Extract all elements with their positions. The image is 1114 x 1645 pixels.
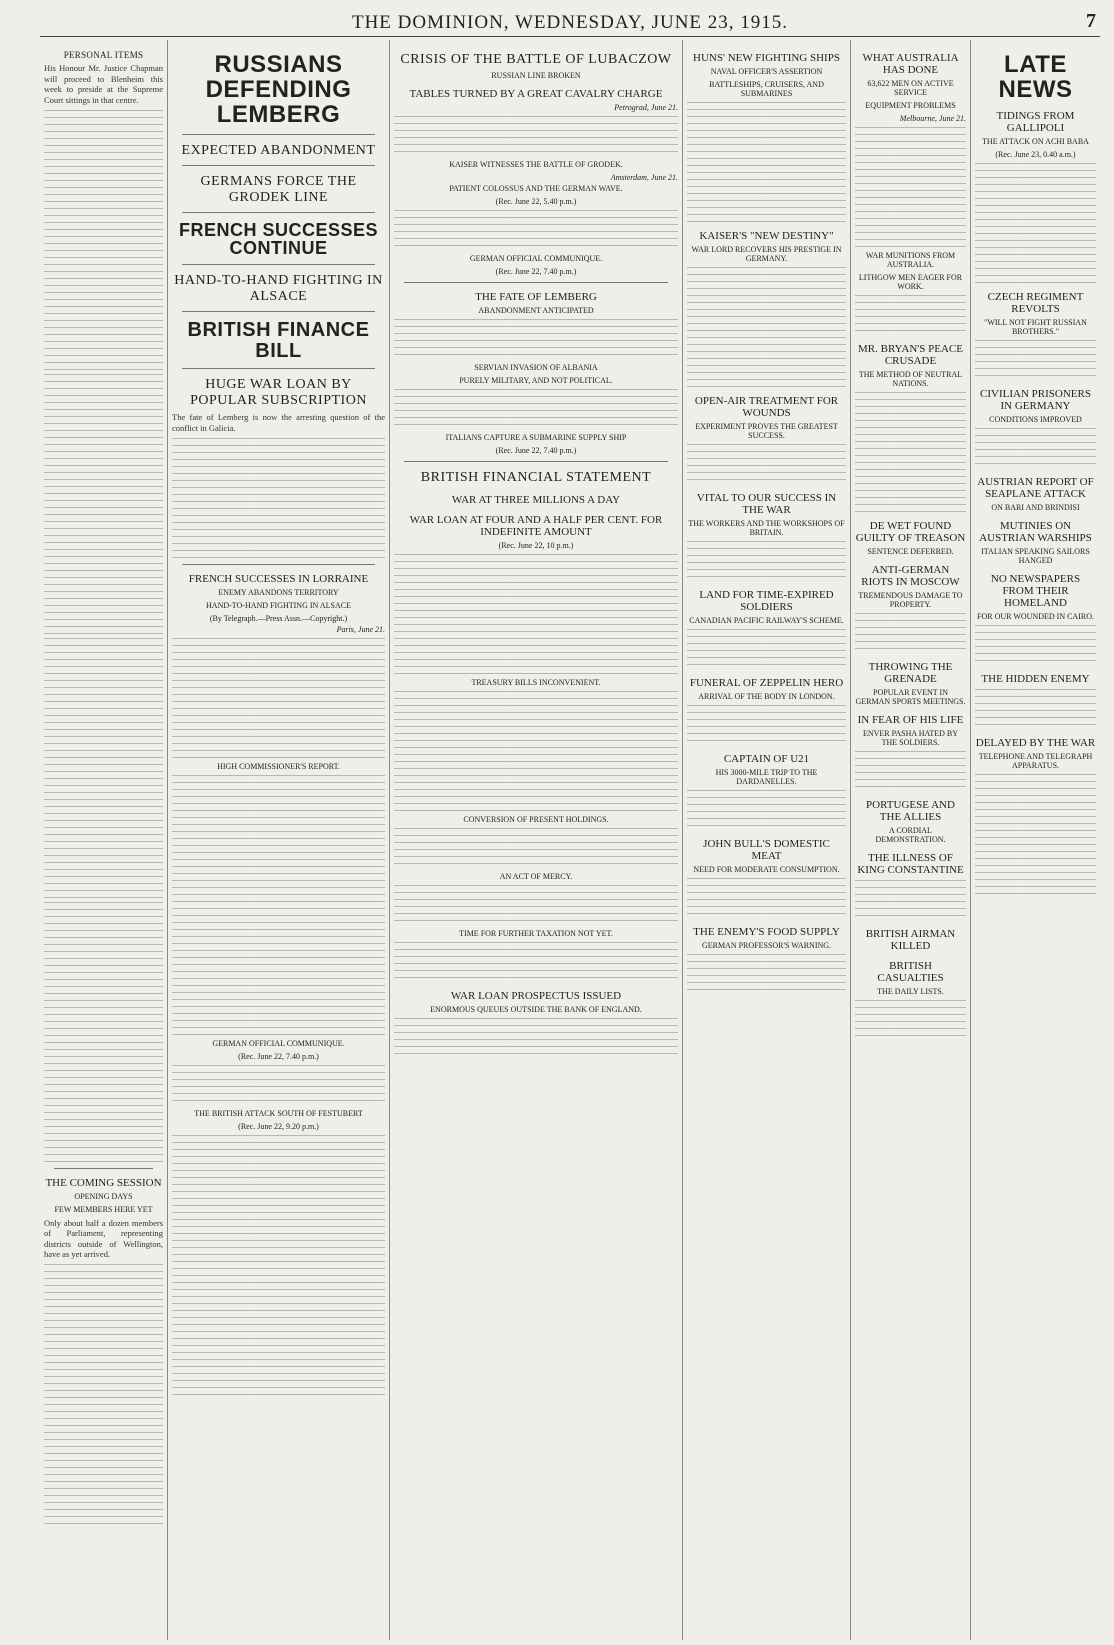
body-text-block xyxy=(44,638,163,898)
equipment-heading: EQUIPMENT PROBLEMS xyxy=(865,101,956,110)
delayed-heading: DELAYED BY THE WAR xyxy=(975,737,1096,750)
zeppelin-hero-heading: FUNERAL OF ZEPPELIN HERO xyxy=(689,677,844,689)
body-text-block xyxy=(855,392,966,512)
civilian-prisoners-heading: CIVILIAN PRISONERS IN GERMANY xyxy=(980,388,1091,413)
column-huns-ships xyxy=(683,40,851,1640)
munitions-heading: WAR MUNITIONS FROM AUSTRALIA. xyxy=(865,251,956,269)
body-text-block xyxy=(687,541,846,581)
lithgow-heading: LITHGOW MEN EAGER FOR WORK. xyxy=(858,273,963,291)
patient-colossus-heading: PATIENT COLOSSUS AND THE GERMAN WAVE. xyxy=(449,184,623,193)
coming-session-heading: THE COMING SESSION xyxy=(45,1176,162,1189)
constantine-heading: THE ILLNESS OF KING CONSTANTINE xyxy=(857,852,964,876)
land-soldiers-subhead: CANADIAN PACIFIC RAILWAY'S SCHEME. xyxy=(689,616,844,625)
new-destiny-subhead: WAR LORD RECOVERS HIS PRESTIGE IN GERMANY. xyxy=(691,245,842,263)
festubert-rec: (Rec. June 22, 9.20 p.m.) xyxy=(238,1121,319,1131)
festubert-heading: THE BRITISH ATTACK SOUTH OF FESTUBERT xyxy=(194,1108,363,1118)
italians-heading: ITALIANS CAPTURE A SUBMARINE SUPPLY SHIP xyxy=(445,433,627,442)
opening-days-subhead: OPENING DAYS xyxy=(74,1191,133,1201)
column-personal-items xyxy=(40,40,168,1640)
headline-finance-bill: BRITISH FINANCE BILL xyxy=(187,319,370,363)
huns-ships-heading: HUNS' NEW FIGHTING SHIPS xyxy=(693,52,840,64)
divider xyxy=(404,282,668,283)
russian-line-broken: RUSSIAN LINE BROKEN xyxy=(491,71,581,80)
seaplane-heading: AUSTRIAN REPORT OF SEAPLANE ATTACK xyxy=(977,476,1094,501)
conversion-subhead: CONVERSION OF PRESENT HOLDINGS. xyxy=(463,815,609,824)
body-text-block xyxy=(687,629,846,669)
body-text-block xyxy=(394,1018,678,1058)
body-text-block xyxy=(975,163,1096,283)
bryan-heading: MR. BRYAN'S PEACE CRUSADE xyxy=(858,343,963,367)
mutinies-heading: MUTINIES ON AUSTRIAN WARSHIPS xyxy=(979,520,1092,545)
body-text-block xyxy=(975,774,1096,894)
coming-session-lede: Only about half a dozen members of Parliament, representing districts outside of Wellington, have as yet arrived. xyxy=(44,1217,163,1260)
divider xyxy=(182,564,375,565)
german-communique-heading-2: GERMAN OFFICIAL COMMUNIQUE. xyxy=(469,254,603,263)
casualties-heading: BRITISH CASUALTIES xyxy=(877,960,944,984)
body-text-block xyxy=(394,828,678,868)
divider xyxy=(182,368,375,369)
servian-subhead: PURELY MILITARY, AND NOT POLITICAL. xyxy=(459,376,613,385)
columns xyxy=(40,40,1100,1640)
financial-statement-heading: BRITISH FINANCIAL STATEMENT xyxy=(420,470,652,485)
body-text-block xyxy=(172,1065,385,1105)
headline-war-loan: HUGE WAR LOAN BY POPULAR SUBSCRIPTION xyxy=(190,377,367,409)
headline-hand-to-hand: HAND-TO-HAND FIGHTING IN ALSACE xyxy=(174,273,383,305)
fear-heading: IN FEAR OF HIS LIFE xyxy=(857,714,964,726)
body-text-block xyxy=(855,880,966,920)
no-newspapers-heading: NO NEWSPAPERS FROM THEIR HOMELAND xyxy=(990,573,1081,610)
portugese-heading: PORTUGESE AND THE ALLIES xyxy=(866,799,955,823)
headline-russians-defending: RUSSIANS DEFENDING LEMBERG xyxy=(205,51,352,129)
treasury-bills-subhead: TREASURY BILLS INCONVENIENT. xyxy=(471,678,601,687)
act-of-mercy-subhead: AN ACT OF MERCY. xyxy=(499,872,573,881)
german-communique-rec: (Rec. June 22, 7.40 p.m.) xyxy=(238,1051,319,1061)
body-text-block xyxy=(975,625,1096,665)
body-text-block xyxy=(394,942,678,982)
body-text-block xyxy=(394,389,678,429)
vital-success-heading: VITAL TO OUR SUCCESS IN THE WAR xyxy=(696,492,837,516)
masthead xyxy=(40,10,1100,37)
lorraine-heading: FRENCH SUCCESSES IN LORRAINE xyxy=(188,572,369,585)
riots-subhead: TREMENDOUS DAMAGE TO PROPERTY. xyxy=(858,591,963,609)
body-text-block xyxy=(44,902,163,1162)
achi-baba-rec: (Rec. June 23, 0.40 a.m.) xyxy=(995,150,1076,160)
column-lubaczow xyxy=(390,40,683,1640)
body-text-block xyxy=(394,210,678,250)
divider xyxy=(182,311,375,312)
body-text-block xyxy=(855,613,966,653)
body-text-block xyxy=(172,1135,385,1395)
portugese-subhead: A CORDIAL DEMONSTRATION. xyxy=(875,826,946,844)
body-text-block xyxy=(687,954,846,994)
body-text-block xyxy=(855,127,966,247)
lorraine-credit: (By Telegraph.—Press Assn.—Copyright.) xyxy=(209,613,348,623)
german-communique-rec-2: (Rec. June 22, 7.40 p.m.) xyxy=(495,267,577,276)
column-late-news xyxy=(971,40,1100,1640)
headline-cavalry-charge: TABLES TURNED BY A GREAT CAVALRY CHARGE xyxy=(409,88,663,100)
divider xyxy=(182,134,375,135)
abandonment-subhead: ABANDONMENT ANTICIPATED xyxy=(478,306,594,315)
grenade-subhead: POPULAR EVENT IN GERMAN SPORTS MEETINGS. xyxy=(855,688,966,706)
captain-u21-heading: CAPTAIN OF U21 xyxy=(723,753,810,765)
divider xyxy=(182,212,375,213)
kaiser-witnesses-heading: KAISER WITNESSES THE BATTLE OF GRODEK. xyxy=(449,160,623,169)
three-millions-subhead: WAR AT THREE MILLIONS A DAY xyxy=(451,494,621,506)
body-text-block xyxy=(687,267,846,387)
domestic-meat-heading: JOHN BULL'S DOMESTIC MEAT xyxy=(703,838,830,862)
body-text-block xyxy=(687,878,846,918)
headline-expected-abandonment: EXPECTED ABANDONMENT xyxy=(181,142,376,158)
body-text-block xyxy=(975,340,1096,380)
fear-subhead: ENVER PASHA HATED BY THE SOLDIERS. xyxy=(862,729,959,747)
new-destiny-heading: KAISER'S "NEW DESTINY" xyxy=(699,230,834,242)
open-air-subhead: EXPERIMENT PROVES THE GREATEST SUCCESS. xyxy=(695,422,838,440)
body-text-block xyxy=(687,790,846,830)
lemberg-lede: The fate of Lemberg is now the arresting question of the conflict in Galicia. xyxy=(172,412,385,433)
servian-invasion-heading: SERVIAN INVASION OF ALBANIA xyxy=(474,363,598,372)
achi-baba-subhead: THE ATTACK ON ACHI BABA xyxy=(982,137,1089,147)
body-text-block xyxy=(855,295,966,335)
amsterdam-dateline: Amsterdam, June 21. xyxy=(610,173,678,182)
body-text-block xyxy=(975,689,1096,729)
mutinies-subhead: ITALIAN SPEAKING SAILORS HANGED xyxy=(981,547,1090,566)
divider xyxy=(182,165,375,166)
no-newspapers-subhead: FOR OUR WOUNDED IN CAIRO. xyxy=(977,612,1094,622)
headline-grodek-line: GERMANS FORCE THE GRODEK LINE xyxy=(200,173,357,205)
delayed-subhead: TELEPHONE AND TELEGRAPH APPARATUS. xyxy=(978,752,1093,771)
lorraine-subhead: ENEMY ABANDONS TERRITORY xyxy=(218,587,339,597)
fate-of-lemberg-heading: THE FATE OF LEMBERG xyxy=(475,291,597,303)
column-australia xyxy=(851,40,971,1640)
melbourne-dateline: Melbourne, June 21. xyxy=(899,114,966,123)
zeppelin-hero-subhead: ARRIVAL OF THE BODY IN LONDON. xyxy=(698,692,835,701)
battleships-subhead: BATTLESHIPS, CRUISERS, AND SUBMARINES xyxy=(709,80,824,98)
czech-heading: CZECH REGIMENT REVOLTS xyxy=(987,291,1084,316)
personal-items-heading: PERSONAL ITEMS xyxy=(63,50,144,60)
petrograd-dateline: Petrograd, June 21. xyxy=(614,103,678,112)
gallipoli-heading: TIDINGS FROM GALLIPOLI xyxy=(996,110,1075,135)
civilian-prisoners-subhead: CONDITIONS IMPROVED xyxy=(989,415,1082,425)
masthead-title: THE DOMINION, WEDNESDAY, JUNE 23, 1915. xyxy=(351,12,789,33)
german-communique-heading: GERMAN OFFICIAL COMMUNIQUE. xyxy=(212,1038,345,1048)
open-air-heading: OPEN-AIR TREATMENT FOR WOUNDS xyxy=(694,395,839,419)
divider xyxy=(182,264,375,265)
body-text-block xyxy=(394,116,678,156)
vital-success-subhead: THE WORKERS AND THE WORKSHOPS OF BRITAIN. xyxy=(688,519,845,537)
naval-officer-subhead: NAVAL OFFICER'S ASSERTION xyxy=(710,67,823,76)
airman-heading: BRITISH AIRMAN KILLED xyxy=(865,928,956,952)
captain-u21-subhead: HIS 3000-MILE TRIP TO THE DARDANELLES. xyxy=(715,768,818,786)
body-text-block xyxy=(394,554,678,674)
body-text-block xyxy=(172,775,385,1035)
divider xyxy=(404,461,668,462)
lorraine-subhead-2: HAND-TO-HAND FIGHTING IN ALSACE xyxy=(206,600,351,610)
food-supply-subhead: GERMAN PROFESSOR'S WARNING. xyxy=(701,941,832,950)
italians-rec: (Rec. June 22, 7.40 p.m.) xyxy=(495,446,577,455)
food-supply-heading: THE ENEMY'S FOOD SUPPLY xyxy=(693,926,840,938)
de-wet-subhead: SENTENCE DEFERRED. xyxy=(867,547,954,556)
hc-report-heading: HIGH COMMISSIONER'S REPORT. xyxy=(217,761,340,771)
late-news-heading: LATE NEWS xyxy=(998,51,1073,104)
body-text-block xyxy=(975,428,1096,468)
bryan-subhead: THE METHOD OF NEUTRAL NATIONS. xyxy=(858,370,963,388)
body-text-block xyxy=(172,638,385,758)
australia-heading: WHAT AUSTRALIA HAS DONE xyxy=(862,52,959,76)
body-text-block xyxy=(394,885,678,925)
body-text-block xyxy=(687,444,846,484)
body-text-block xyxy=(394,319,678,359)
war-loan-subhead: WAR LOAN AT FOUR AND A HALF PER CENT. FOR INDEFINITE AMOUNT xyxy=(409,514,663,538)
colossus-rec: (Rec. June 22, 5.40 p.m.) xyxy=(495,197,577,206)
page-number: 7 xyxy=(1086,10,1096,32)
body-text-block xyxy=(687,705,846,745)
seaplane-subhead: ON BARI AND BRINDISI xyxy=(991,503,1080,513)
grenade-heading: THROWING THE GRENADE xyxy=(868,661,953,685)
body-text-block xyxy=(394,691,678,811)
column-russians-lemberg xyxy=(168,40,390,1640)
divider xyxy=(54,1168,153,1169)
financial-statement-rec: (Rec. June 22, 10 p.m.) xyxy=(498,541,574,550)
body-text-block xyxy=(44,1264,163,1524)
headline-lubaczow: CRISIS OF THE BATTLE OF LUBACZOW xyxy=(400,52,672,67)
body-text-block xyxy=(44,110,163,370)
prospectus-subhead: ENORMOUS QUEUES OUTSIDE THE BANK OF ENGLAND. xyxy=(430,1005,642,1014)
active-service-subhead: 63,622 MEN ON ACTIVE SERVICE xyxy=(867,79,954,97)
casualties-subhead: THE DAILY LISTS. xyxy=(877,987,944,996)
de-wet-heading: DE WET FOUND GUILTY OF TREASON xyxy=(855,520,966,544)
lorraine-dateline: Paris, June 21. xyxy=(336,624,385,634)
hidden-enemy-heading: THE HIDDEN ENEMY xyxy=(981,673,1090,686)
riots-heading: ANTI-GERMAN RIOTS IN MOSCOW xyxy=(861,564,960,588)
body-text-block xyxy=(44,374,163,634)
body-text-block xyxy=(855,751,966,791)
prospectus-heading: WAR LOAN PROSPECTUS ISSUED xyxy=(450,990,622,1002)
body-text-block xyxy=(172,438,385,558)
land-soldiers-heading: LAND FOR TIME-EXPIRED SOLDIERS xyxy=(699,589,834,613)
personal-items-lede: His Honour Mr. Justice Chapman will proceed to Blenheim this week to preside at the Supreme Court sittings in that centre. xyxy=(44,63,163,105)
czech-subhead: "WILL NOT FIGHT RUSSIAN BROTHERS." xyxy=(984,318,1087,337)
few-members-subhead: FEW MEMBERS HERE YET xyxy=(54,1204,153,1214)
domestic-meat-subhead: NEED FOR MODERATE CONSUMPTION. xyxy=(693,865,840,874)
body-text-block xyxy=(687,102,846,222)
headline-french-successes: FRENCH SUCCESSES CONTINUE xyxy=(178,219,379,259)
body-text-block xyxy=(855,1000,966,1040)
taxation-subhead: TIME FOR FURTHER TAXATION NOT YET. xyxy=(459,929,613,938)
